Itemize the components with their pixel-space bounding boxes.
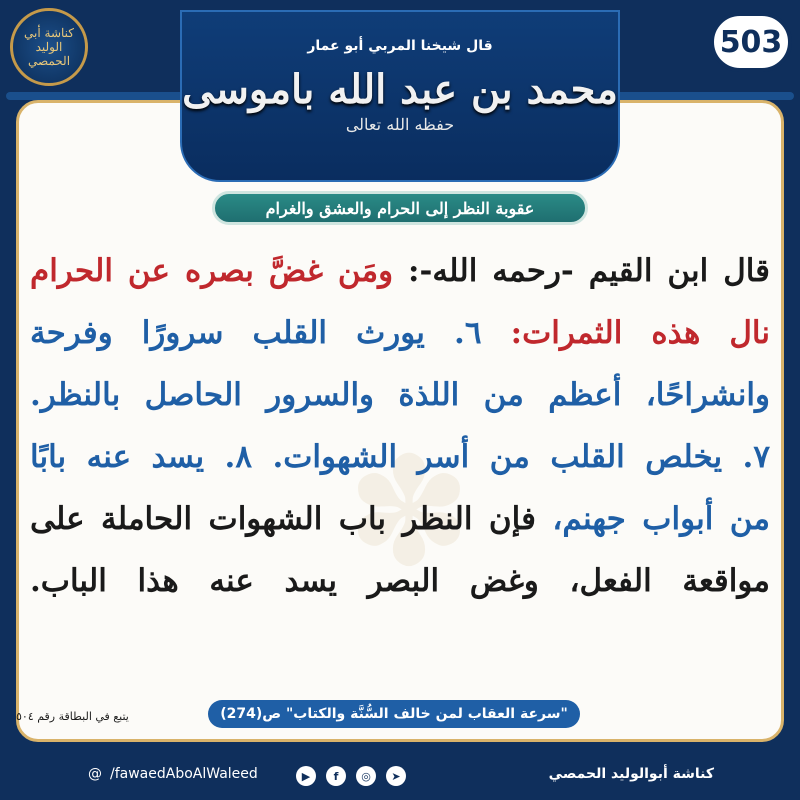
body-segment: من أبواب جهنم،	[535, 501, 771, 537]
body-segment: ومَن غضَّ بصره عن الحرام	[30, 253, 394, 289]
logo	[10, 8, 88, 86]
header-banner	[180, 10, 620, 182]
body-segment: ٦. يورث القلب سرورًا وفرحة	[30, 315, 482, 351]
topic-title: عقوبة النظر إلى الحرام والعشق والغرام	[212, 191, 588, 225]
facebook-icon[interactable]: f	[326, 766, 346, 786]
footer-bar	[0, 752, 800, 800]
header-intro: قال شيخنا المربي أبو عمار	[307, 38, 493, 54]
watermark-calligraphy-icon: ✽	[346, 426, 472, 600]
body-line	[30, 302, 770, 364]
at-sign: @	[88, 766, 102, 782]
body-segment: مواقعة الفعل، وغض البصر يسد عنه هذا الباب.	[30, 563, 770, 599]
card-number: 503	[710, 12, 792, 72]
honorific: حفظه الله تعالى	[345, 115, 455, 134]
telegram-icon[interactable]: ➤	[386, 766, 406, 786]
footer-channel-name: كناشة أبوالوليد الحمصي	[548, 766, 714, 782]
continuation-note: يتبع في البطاقة رقم ٥٠٤	[16, 710, 129, 723]
body-line	[30, 488, 770, 550]
logo-text: كناشة أبي الوليد الحمصي	[24, 26, 74, 68]
quote-body	[30, 240, 770, 612]
body-segment: ٧. يخلص القلب من أسر الشهوات. ٨. يسد عنه بابًا	[30, 439, 771, 475]
instagram-icon[interactable]: ◎	[356, 766, 376, 786]
source-citation: "سرعة العقاب لمن خالف السُّنَّة والكتاب" ص(274)	[208, 700, 580, 728]
body-line	[30, 364, 770, 426]
footer-handle[interactable]: /fawaedAboAlWaleed	[110, 766, 258, 782]
body-segment: قال ابن القيم -رحمه الله-:	[393, 253, 771, 289]
body-line	[30, 426, 770, 488]
body-segment: وانشراحًا، أعظم من اللذة والسرور الحاصل بالنظر.	[30, 377, 770, 413]
body-line	[30, 240, 770, 302]
youtube-icon[interactable]: ▶	[296, 766, 316, 786]
body-segment: نال هذه الثمرات:	[481, 315, 771, 351]
body-segment: فإن النظر باب الشهوات الحاملة على	[30, 501, 536, 537]
body-line	[30, 550, 770, 612]
social-icons	[296, 766, 406, 786]
sheikh-name: محمد بن عبد الله باموسى	[182, 66, 618, 113]
